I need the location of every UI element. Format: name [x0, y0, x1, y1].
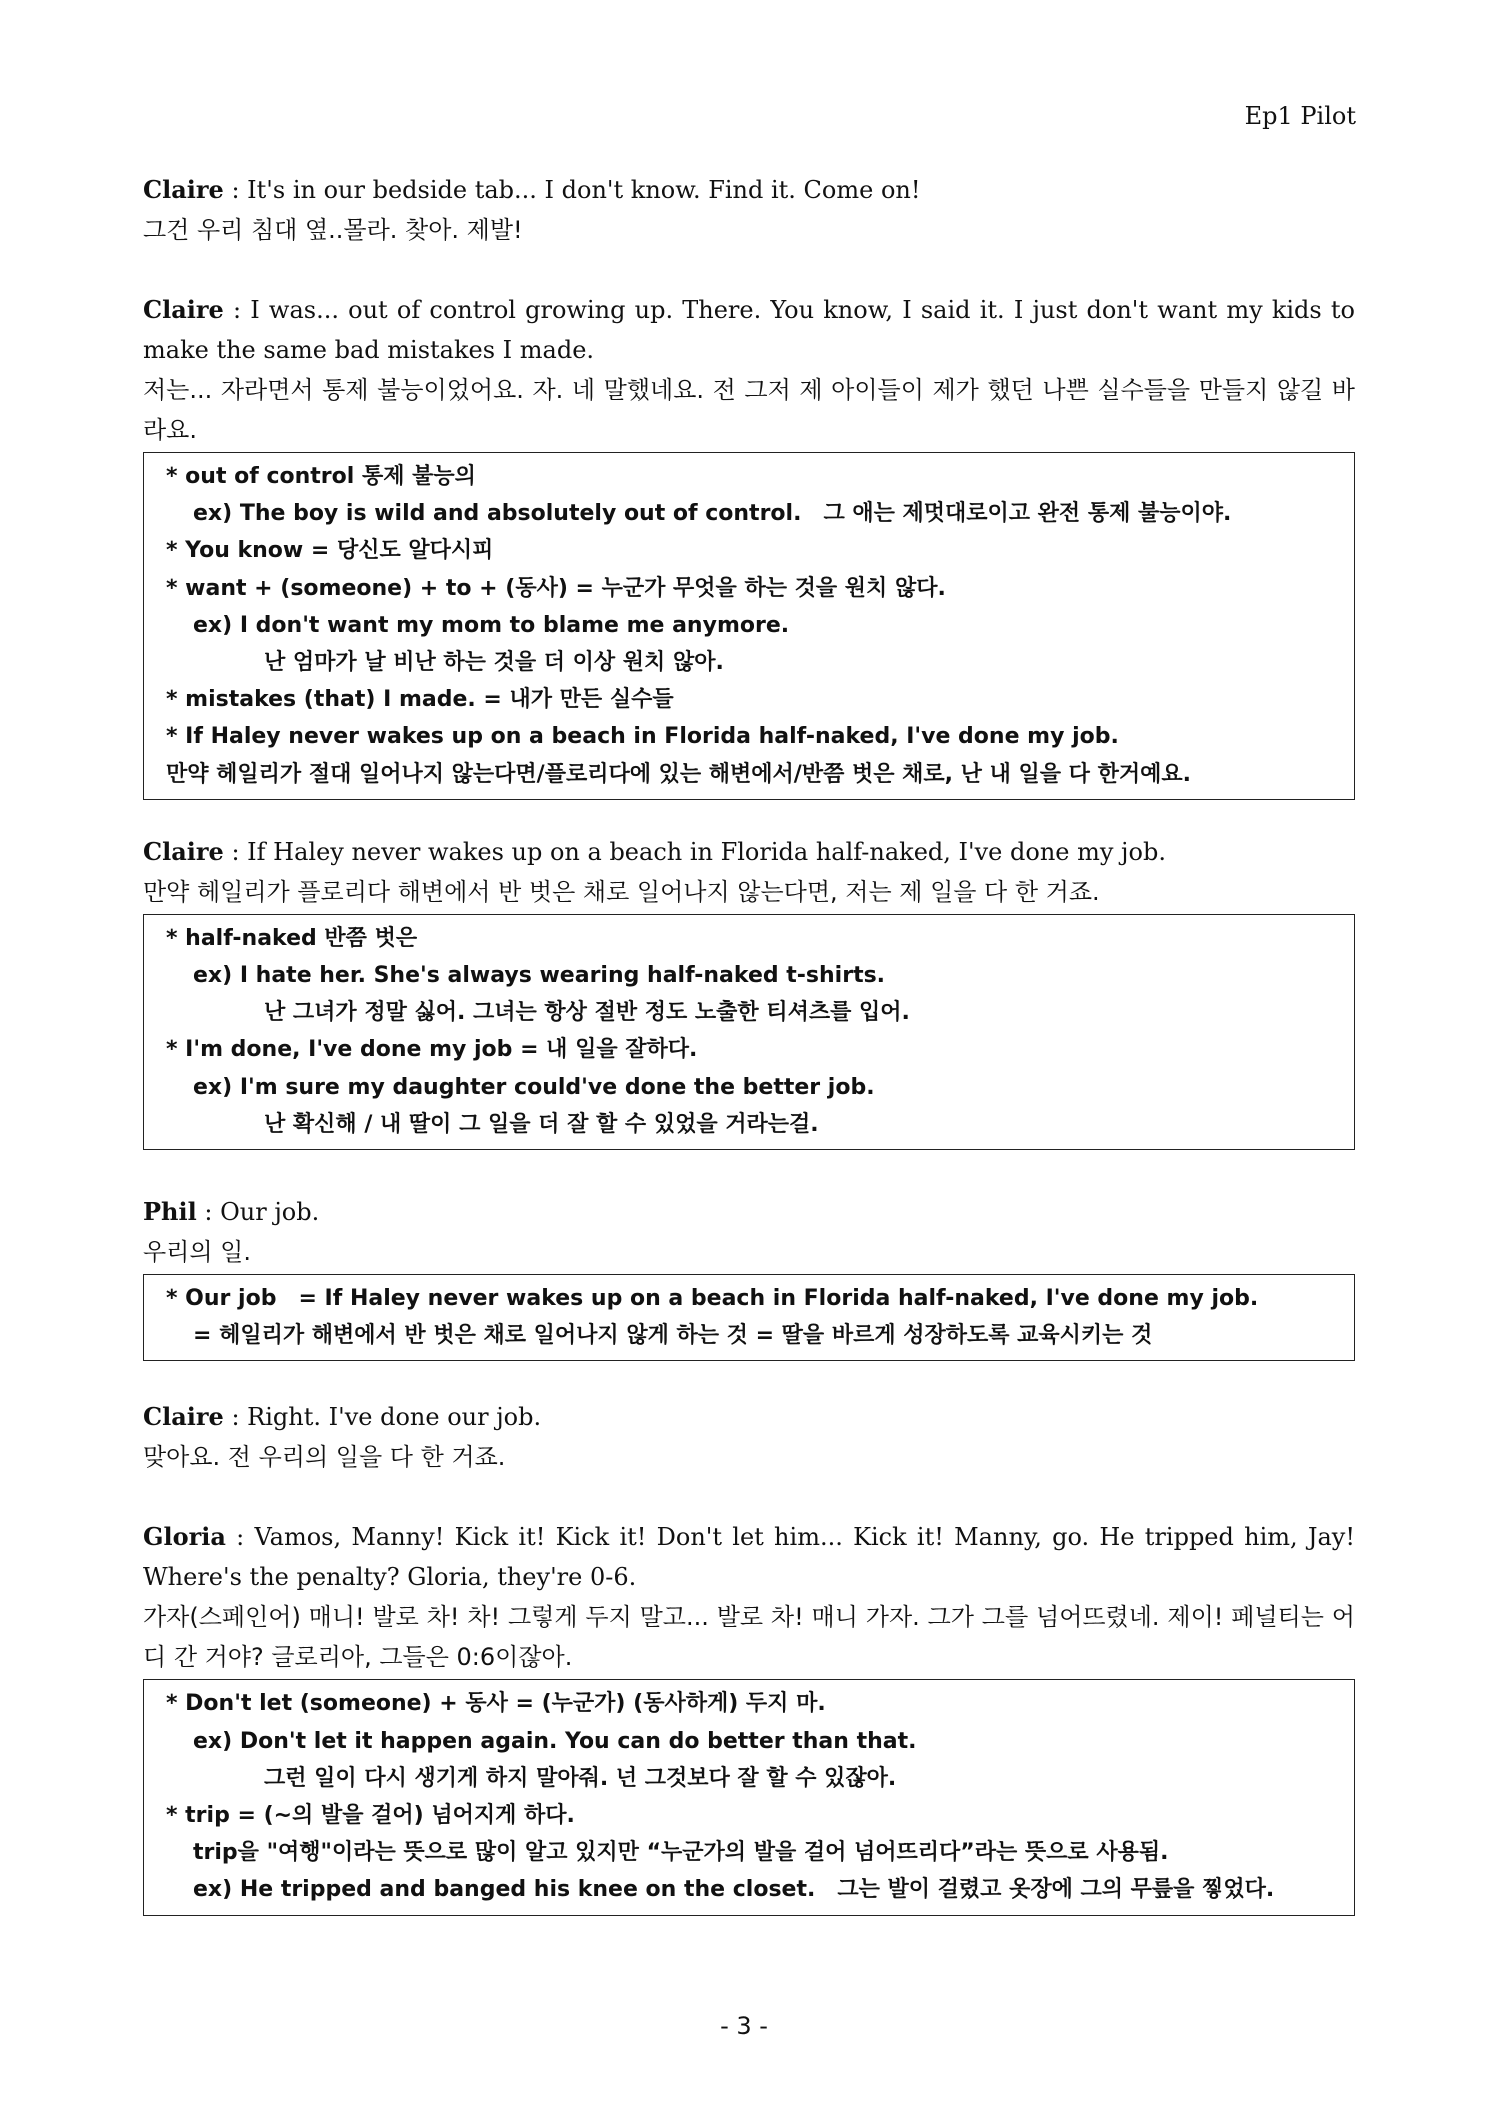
- note-line: ex) Don't let it happen again. You can do better than that.: [193, 1728, 917, 1754]
- note-line: ex) I don't want my mom to blame me anymore.: [193, 612, 790, 638]
- script-content: [143, 170, 1355, 1916]
- korean-translation: 우리의 일.: [143, 1238, 251, 1267]
- note-line: * If Haley never wakes up on a beach in Florida half-naked, I've done my job.: [166, 724, 1119, 750]
- note-line: * I'm done, I've done my job = 내 일을 잘하다.: [166, 1037, 698, 1063]
- vocab-note-box: [143, 1679, 1355, 1915]
- note-line: 그런 일이 다시 생기게 하지 말아줘. 넌 그것보다 잘 할 수 있잖아.: [264, 1765, 897, 1791]
- korean-translation: 저는... 자라면서 통제 불능이었어요. 자. 네 말했네요. 전 그저 제 아이들이 제가 했던 나쁜 실수들을 만들지 않길 바라요.: [143, 376, 1355, 444]
- speaker-name: Claire: [143, 295, 224, 324]
- english-line: Our job.: [220, 1198, 320, 1227]
- note-line: * half-naked 반쯤 벗은: [166, 925, 418, 951]
- speaker-name: Claire: [143, 1402, 224, 1432]
- vocab-note-box: [143, 1274, 1355, 1361]
- vocab-note-box: [143, 452, 1355, 800]
- dialogue-line: Gloria : Vamos, Manny! Kick it! Kick it! Don't let him... Kick it! Manny, go. He tripped him, Jay! Where's the penalty? Gloria, they're 0-6.: [143, 1522, 1356, 1592]
- dialogue-line: Phil : Our job.: [143, 1197, 320, 1227]
- korean-translation: 맞아요. 전 우리의 일을 다 한 거죠.: [143, 1443, 506, 1472]
- note-line: ex) I'm sure my daughter could've done the better job.: [193, 1074, 875, 1100]
- note-line: trip을 "여행"이라는 뜻으로 많이 알고 있지만 “누군가의 발을 걸어 넘어뜨리다”라는 뜻으로 사용됨.: [193, 1840, 1169, 1866]
- note-line: * trip = (~의 발을 걸어) 넘어지게 하다.: [166, 1803, 575, 1829]
- note-line: = 헤일리가 해변에서 반 벗은 채로 일어나지 않게 하는 것 = 딸을 바르게 성장하도록 교육시키는 것: [193, 1323, 1153, 1349]
- english-line: Vamos, Manny! Kick it! Kick it! Don't let him... Kick it! Manny, go. He tripped him, Jay! Where's the penalty? Gloria, they're 0-6.: [143, 1523, 1356, 1592]
- english-line: Right. I've done our job.: [247, 1403, 542, 1432]
- dialogue-line: Claire : Right. I've done our job.: [143, 1402, 542, 1432]
- speaker-name: Phil: [143, 1197, 197, 1227]
- english-line: I was... out of control growing up. There. You know, I said it. I just don't want my kids to make the same bad mistakes I made.: [143, 296, 1355, 364]
- note-line: * mistakes (that) I made. = 내가 만든 실수들: [166, 687, 674, 713]
- dialogue-line: Claire : It's in our bedside tab... I don't know. Find it. Come on!: [143, 175, 921, 204]
- note-line: * want + (someone) + to + (동사) = 누군가 무엇을 하는 것을 원치 않다.: [166, 575, 946, 601]
- note-line: * out of control 통제 불능의: [166, 464, 476, 489]
- korean-translation: 가자(스페인어) 매니! 발로 차! 차! 그렇게 두지 말고... 발로 차! 매니 가자. 그가 그를 넘어뜨렸네. 제이! 페널티는 어디 간 거야? 글로리아, 그들은 0:6이잖아.: [143, 1603, 1355, 1672]
- speaker-name: Claire: [143, 836, 224, 866]
- episode-header: Ep1 Pilot: [1244, 102, 1356, 130]
- note-line: ex) The boy is wild and absolutely out of control. 그 애는 제멋대로이고 완전 통제 불능이야.: [193, 501, 1232, 527]
- dialogue-line: Claire : I was... out of control growing up. There. You know, I said it. I just don't want my kids to make the same bad mistakes I made.: [143, 295, 1355, 364]
- speaker-name: Claire: [143, 175, 224, 204]
- note-line: * Our job = If Haley never wakes up on a beach in Florida half-naked, I've done my job.: [166, 1286, 1259, 1312]
- note-line: * You know = 당신도 알다시피: [166, 538, 494, 564]
- speaker-name: Gloria: [143, 1522, 226, 1552]
- note-line: 난 엄마가 날 비난 하는 것을 더 이상 원치 않아.: [264, 650, 724, 676]
- note-line: 난 그녀가 정말 싫어. 그녀는 항상 절반 정도 노출한 티셔츠를 입어.: [264, 1000, 910, 1026]
- note-line: * Don't let (someone) + 동사 = (누군가) (동사하게) 두지 마.: [166, 1691, 826, 1717]
- english-line: If Haley never wakes up on a beach in Florida half-naked, I've done my job.: [247, 837, 1166, 866]
- vocab-note-box: [143, 914, 1355, 1150]
- note-line: 만약 헤일리가 절대 일어나지 않는다면/플로리다에 있는 해변에서/반쯤 벗은 채로, 난 내 일을 다 한거예요.: [166, 761, 1191, 787]
- korean-translation: 그건 우리 침대 옆..몰라. 찾아. 제발!: [143, 216, 523, 244]
- korean-translation: 만약 헤일리가 플로리다 해변에서 반 벗은 채로 일어나지 않는다면, 저는 제 일을 다 한 거죠.: [143, 877, 1100, 906]
- note-line: ex) He tripped and banged his knee on the closet. 그는 발이 걸렸고 옷장에 그의 무릎을 찧었다.: [193, 1877, 1275, 1903]
- dialogue-line: Claire : If Haley never wakes up on a beach in Florida half-naked, I've done my job.: [143, 836, 1166, 866]
- page-number: - 3 -: [720, 2012, 768, 2040]
- note-line: ex) I hate her. She's always wearing half-naked t-shirts.: [193, 963, 886, 989]
- english-line: It's in our bedside tab... I don't know. Find it. Come on!: [247, 176, 921, 204]
- note-line: 난 확신해 / 내 딸이 그 일을 더 잘 할 수 있었을 거라는걸.: [264, 1111, 819, 1137]
